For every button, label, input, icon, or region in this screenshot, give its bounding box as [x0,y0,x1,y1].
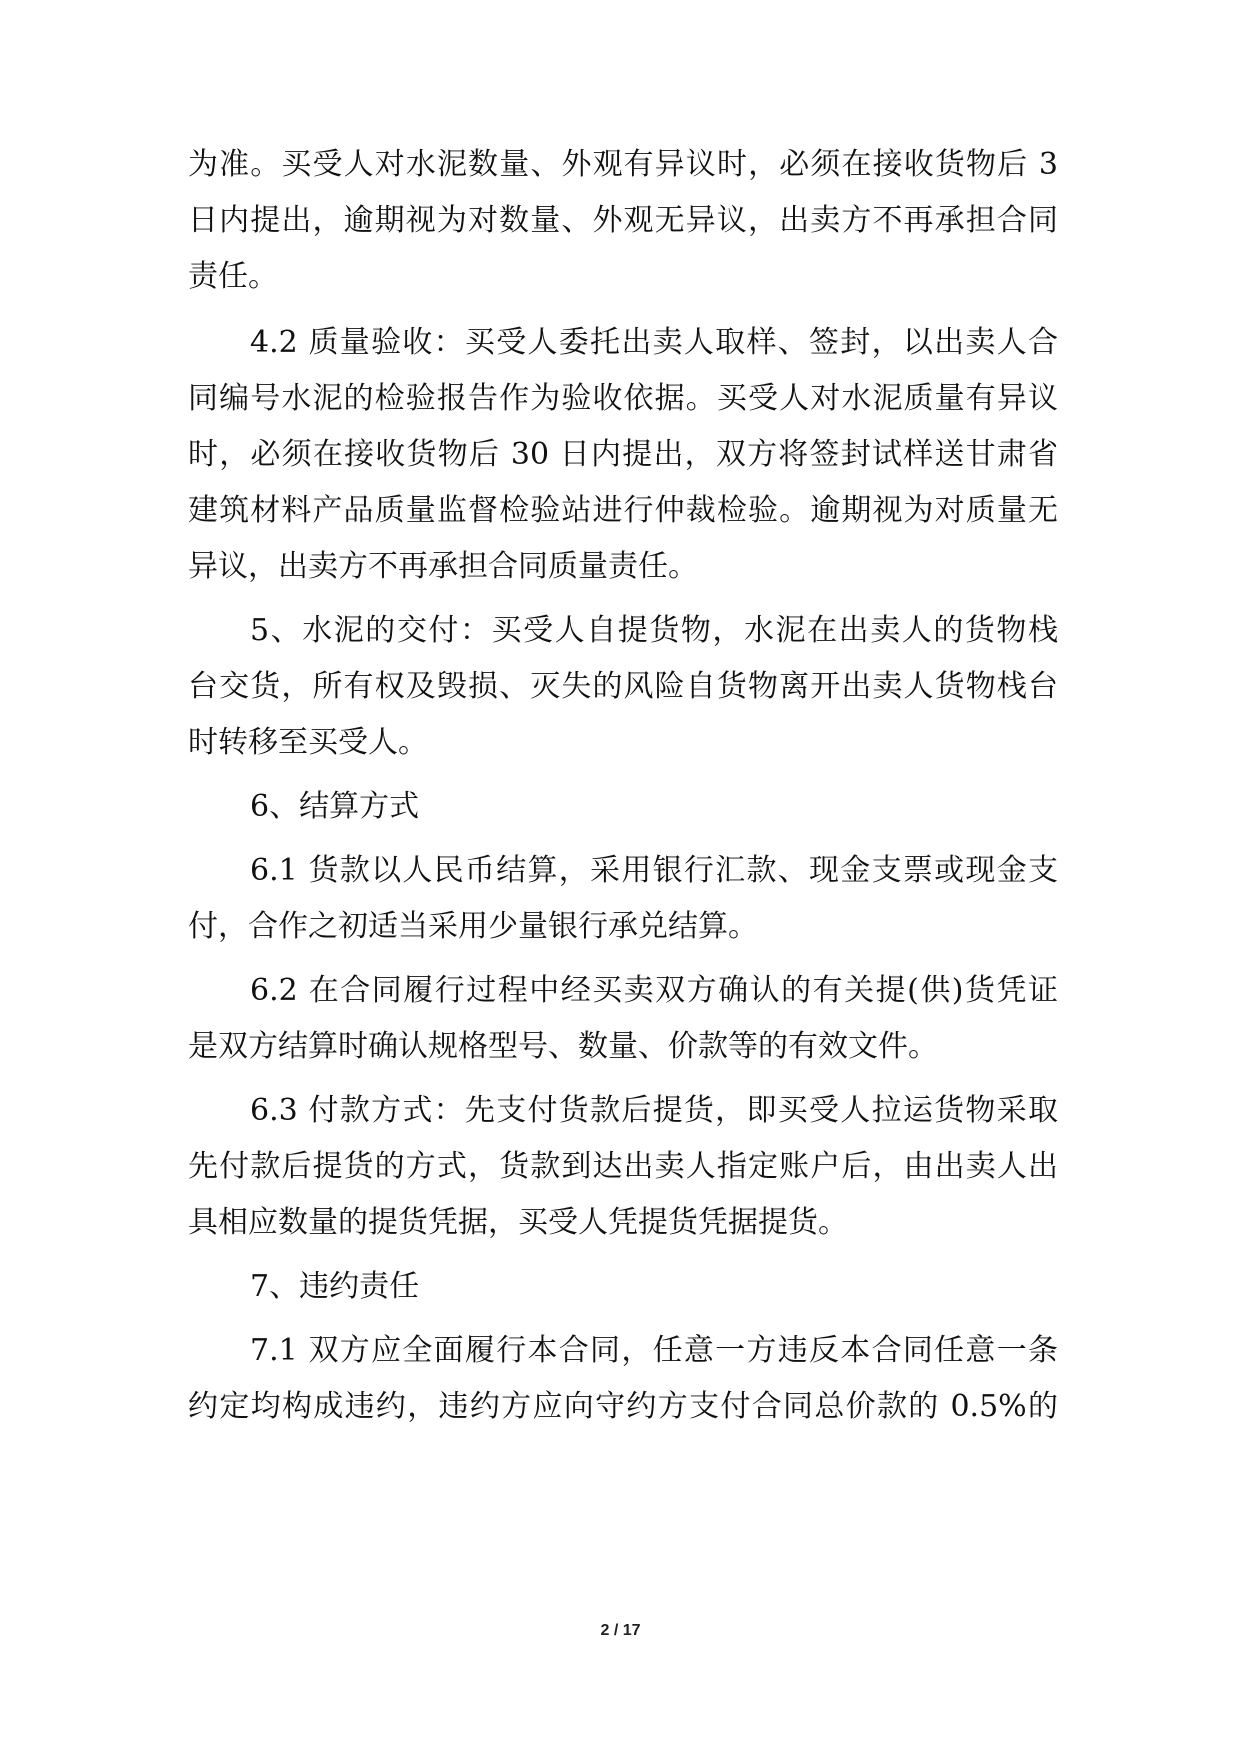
text-line: 5、水泥的交付：买受人自提货物，水泥在出卖人的货物栈 [250,613,1058,648]
page-number: 2 / 17 [600,1622,641,1639]
text-line: 6.3 付款方式：先支付货款后提货，即买受人拉运货物采取 [250,1093,1058,1128]
text-line: 4.2 质量验收：买受人委托出卖人取样、签封，以出卖人合 [250,325,1058,360]
text-line: 是双方结算时确认规格型号、数量、价款等的有效文件。 [188,1029,938,1064]
text-line: 先付款后提货的方式，货款到达出卖人指定账户后，由出卖人出 [188,1149,1058,1184]
section-heading: 6、结算方式 [250,789,420,824]
text-line: 约定均构成违约，违约方应向守约方支付合同总价款的 0.5%的 [188,1389,1058,1424]
section-heading: 7、违约责任 [250,1269,420,1304]
text-line: 7.1 双方应全面履行本合同，任意一方违反本合同任意一条 [250,1333,1058,1368]
text-line: 异议，出卖方不再承担合同质量责任。 [188,549,698,584]
text-line: 建筑材料产品质量监督检验站进行仲裁检验。逾期视为对质量无 [188,493,1058,528]
text-line: 台交货，所有权及毁损、灭失的风险自货物离开出卖人货物栈台 [188,669,1058,704]
text-line: 6.1 货款以人民币结算，采用银行汇款、现金支票或现金支 [250,853,1058,888]
text-line: 付，合作之初适当采用少量银行承兑结算。 [188,909,758,944]
text-line: 时，必须在接收货物后 30 日内提出，双方将签封试样送甘肃省 [188,437,1058,472]
text-line: 6.2 在合同履行过程中经买卖双方确认的有关提(供)货凭证 [250,973,1058,1008]
text-line: 同编号水泥的检验报告作为验收依据。买受人对水泥质量有异议 [188,381,1058,416]
text-line: 责任。 [188,259,278,294]
text-line: 时转移至买受人。 [188,725,428,760]
text-line: 具相应数量的提货凭据，买受人凭提货凭据提货。 [188,1205,848,1240]
text-line: 为准。买受人对水泥数量、外观有异议时，必须在接收货物后 3 [188,147,1058,182]
text-line: 日内提出，逾期视为对数量、外观无异议，出卖方不再承担合同 [188,203,1058,238]
